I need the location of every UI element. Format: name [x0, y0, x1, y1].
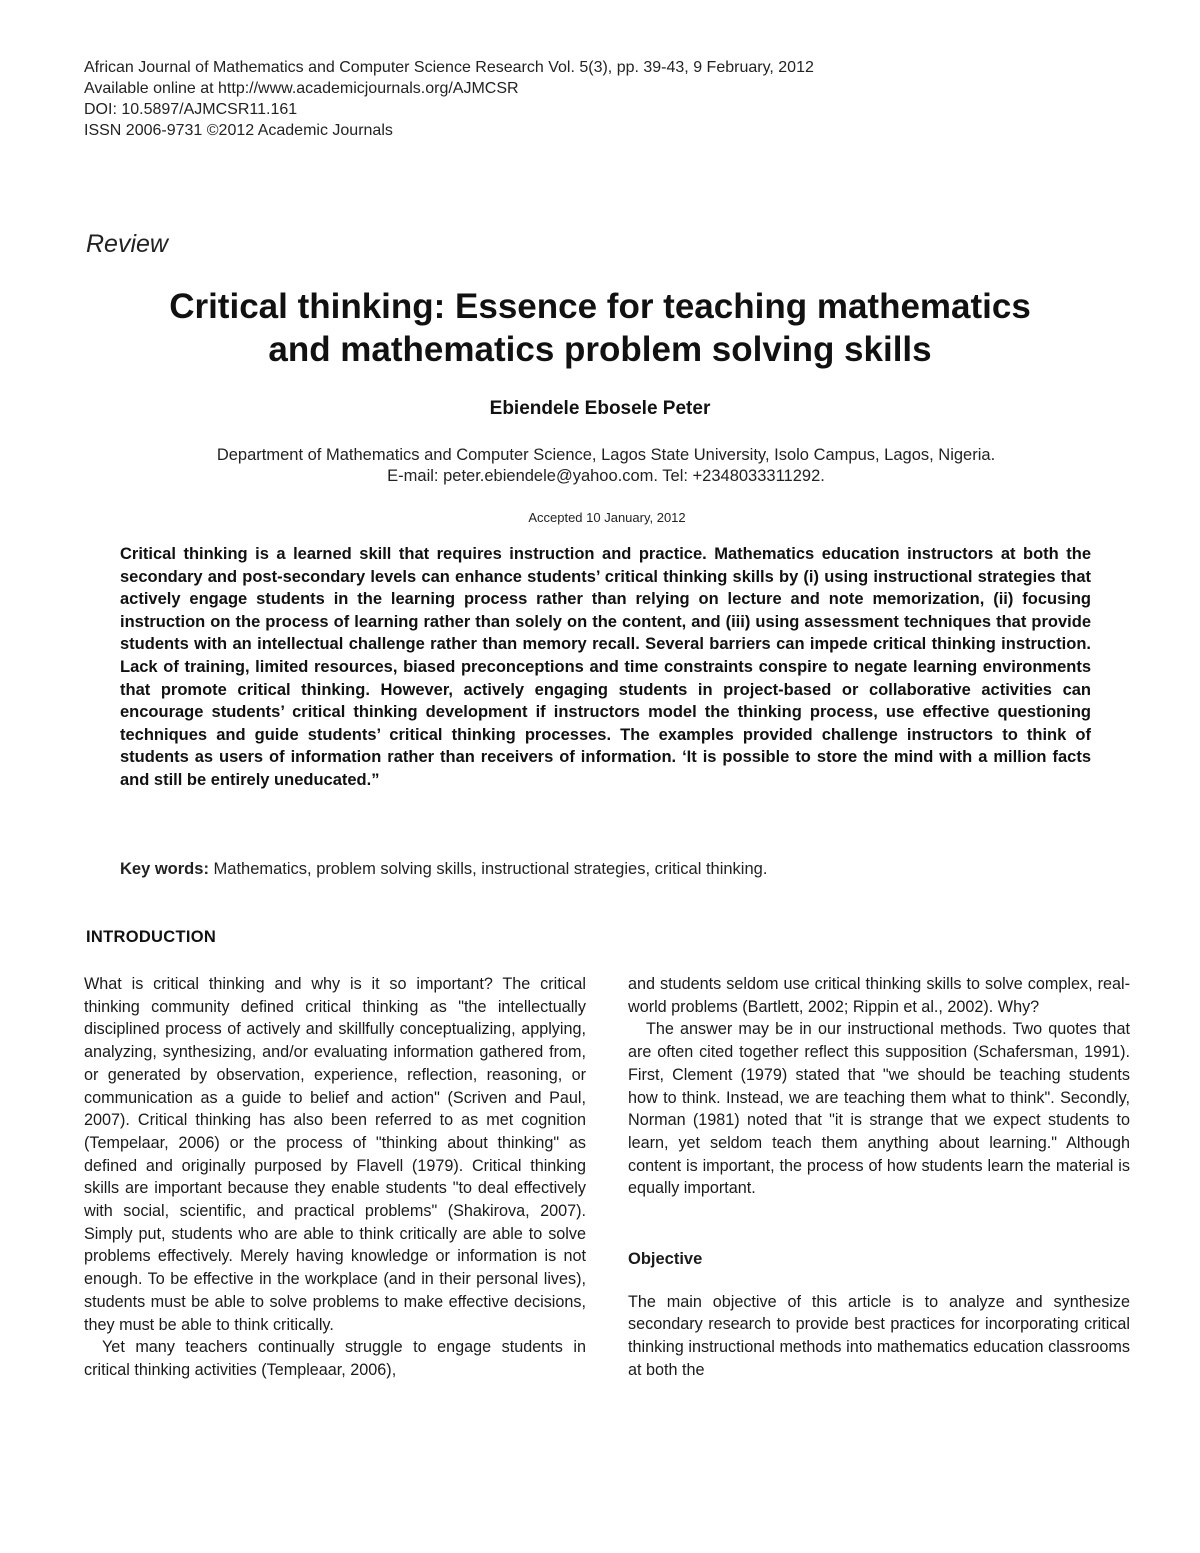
objective-paragraph: The main objective of this article is to analyze and synthesize secondary research to provide best practices for incorporating critical thinking instructional methods into mathematics education classrooms at both the: [628, 1292, 1130, 1379]
journal-doi: DOI: 10.5897/AJMCSR11.161: [84, 101, 298, 118]
keywords-text: Mathematics, problem solving skills, instructional strategies, critical thinking.: [213, 860, 768, 878]
intro-paragraph-1: What is critical thinking and why is it so important? The critical thinking community defined critical thinking as "the intellectually disciplined process of actively and skillfully conceptualizing, applying, analyzing, synthesizing, and/or evaluating information gathered from, or generated by observation, experience, reflection, reasoning, or communication as a guide to belief and action" (Scriven and Paul, 2007). Critical thinking has also been referred to as met cognition (Tempelaar, 2006) or the process of "thinking about thinking" as defined and originally purposed by Flavell (1979). Critical thinking skills are important because they enable students "to deal effectively with social, scientific, and practical problems" (Shakirova, 2007). Simply put, students who are able to think critically are able to solve problems effectively. Merely having knowledge or information is not enough. To be effective in the workplace (and in their personal lives), students must be able to solve problems to make effective decisions, they must be able to think critically.: [84, 975, 586, 1334]
intro-paragraph-2: Yet many teachers continually struggle to engage students in critical thinking activities (Templeaar, 2006),: [84, 1338, 586, 1379]
journal-url: Available online at http://www.academicjournals.org/AJMCSR: [84, 80, 519, 97]
author-name: Ebiendele Ebosele Peter: [489, 398, 711, 419]
author-affiliation: [0, 445, 1200, 487]
keywords: [120, 860, 767, 879]
introduction-heading: INTRODUCTION: [86, 928, 217, 946]
journal-citation: African Journal of Mathematics and Computer Science Research Vol. 5(3), pp. 39-43, 9 February, 2012: [84, 59, 814, 76]
keywords-label: Key words:: [120, 860, 209, 878]
title-line-1: Critical thinking: Essence for teaching mathematics: [169, 287, 1031, 326]
accepted-date: Accepted 10 January, 2012: [528, 510, 686, 525]
intro-paragraph-4: The answer may be in our instructional methods. Two quotes that are often cited together reflect this supposition (Schafersman, 1991). First, Clement (1979) stated that "we should be teaching students how to think. Instead, we are teaching them what to think". Secondly, Norman (1981) noted that "it is strange that we expect students to learn, yet seldom teach them anything about learning." Although content is important, the process of how students learn the material is equally important.: [628, 1020, 1130, 1198]
article-type: Review: [86, 230, 168, 258]
journal-header: [84, 57, 814, 141]
right-column: [628, 973, 1130, 1382]
objective-heading: Objective: [628, 1250, 703, 1269]
affiliation-department: Department of Mathematics and Computer Science, Lagos State University, Isolo Campus, Lagos, Nigeria.: [216, 446, 996, 464]
left-column: [84, 973, 586, 1382]
journal-issn: ISSN 2006-9731 ©2012 Academic Journals: [84, 122, 393, 139]
title-line-2: and mathematics problem solving skills: [268, 330, 932, 369]
abstract: Critical thinking is a learned skill that requires instruction and practice. Mathematics education instructors at both the secondary and post-secondary levels can enhance students’ critical thinking skills by (i) using instructional strategies that actively engage students in the learning process rather than relying on lecture and note memorization, (ii) focusing instruction on the process of learning rather than solely on the content, and (iii) using assessment techniques that provide students with an intellectual challenge rather than memory recall. Several barriers can impede critical thinking instruction. Lack of training, limited resources, biased preconceptions and time constraints conspire to negate learning environments that promote critical thinking. However, actively engaging students in project-based or collaborative activities can encourage students’ critical thinking development if instructors model the thinking process, use effective questioning techniques and guide students’ critical thinking processes. The examples provided challenge instructors to think of students as users of information rather than receivers of information. ‘It is possible to store the mind with a million facts and still be entirely uneducated.”: [120, 545, 1091, 789]
article-title: [60, 285, 1140, 371]
affiliation-contact: E-mail: peter.ebiendele@yahoo.com. Tel: +2348033311292.: [387, 467, 825, 485]
intro-paragraph-3: and students seldom use critical thinking skills to solve complex, real-world problems (Bartlett, 2002; Rippin et al., 2002). Why?: [628, 975, 1130, 1016]
